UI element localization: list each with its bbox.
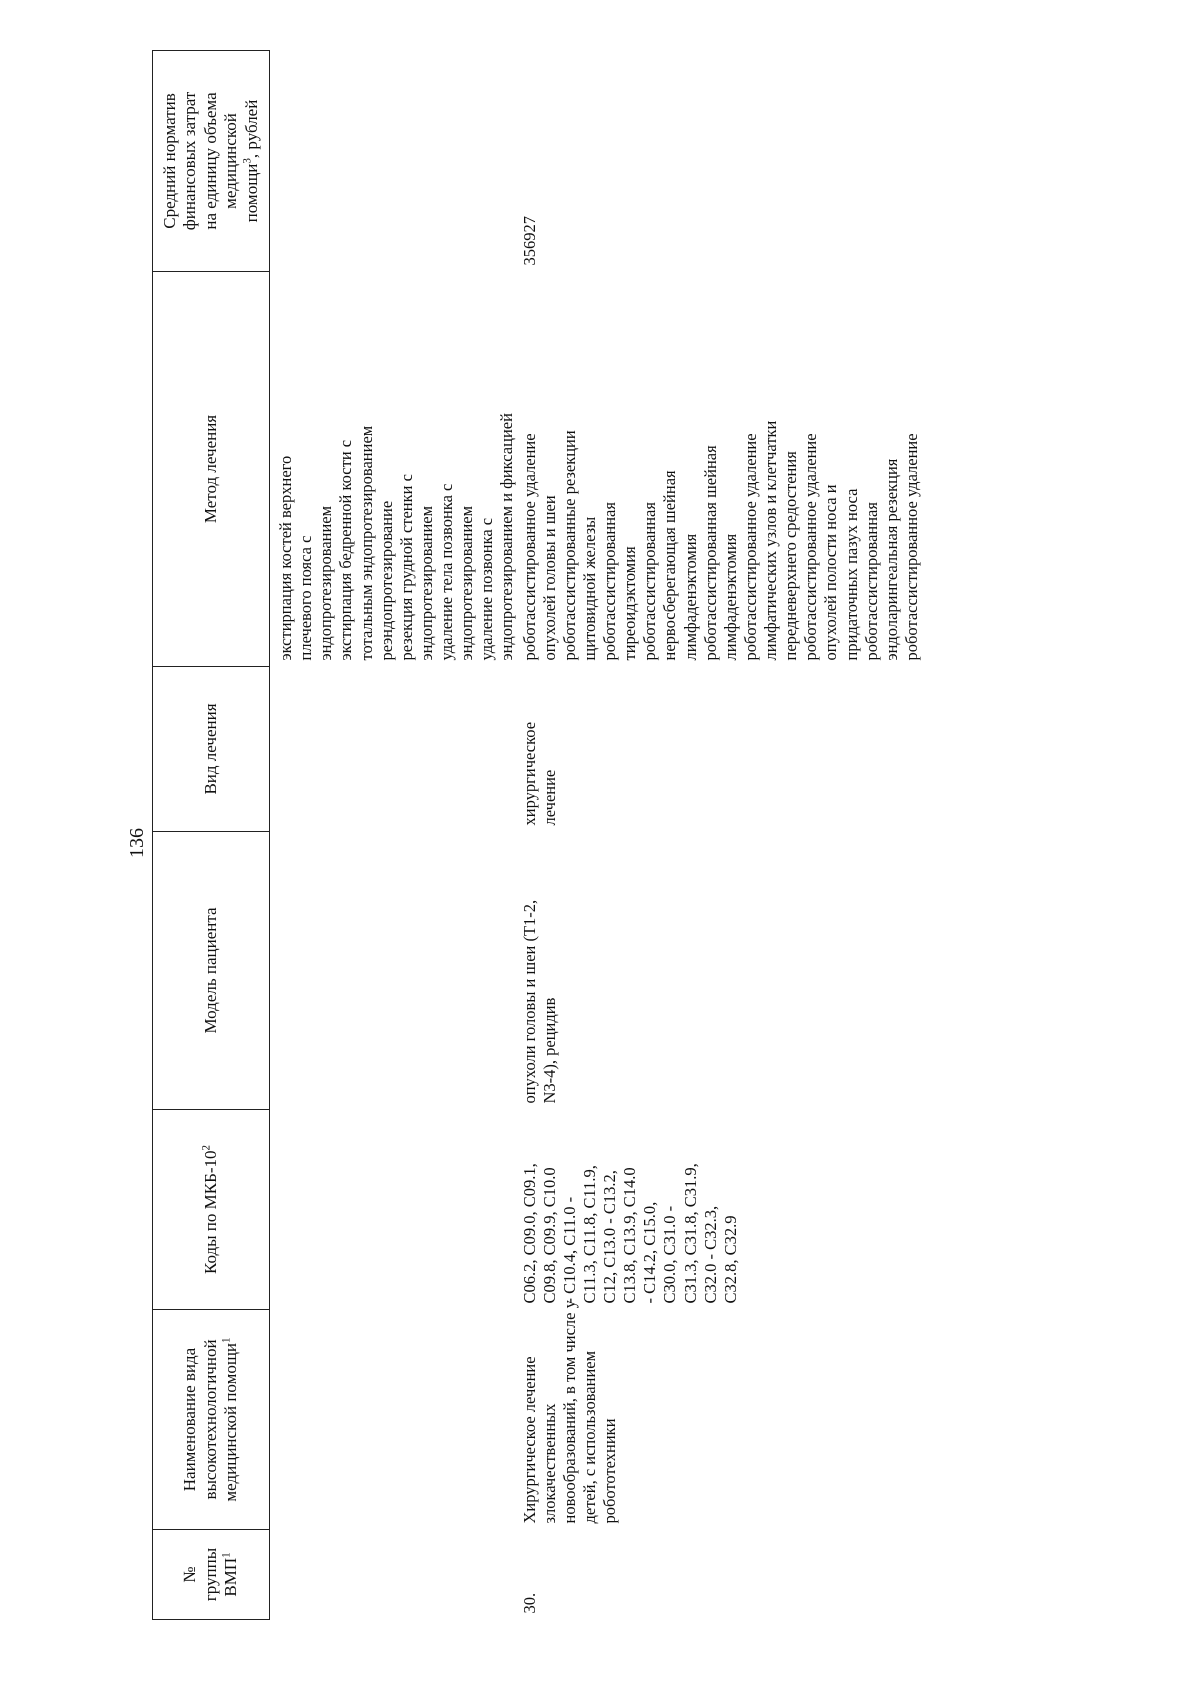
patient-model-line: опухоли головы и шеи (T1-2, (519, 899, 539, 1104)
table-row (270, 51, 518, 1620)
group-number: 30. (519, 1592, 539, 1614)
table-header (153, 51, 270, 1620)
icd-codes-line: C30.0, C31.0 - (660, 1205, 680, 1304)
header-vmp-name-line: высокотехнологичной (200, 1339, 220, 1500)
header-cost-line: , рублей (241, 99, 261, 159)
method-line: реэндопротезирование (376, 500, 396, 661)
header-group-number-line: ВМП (221, 1557, 241, 1597)
page-number: 136 (126, 828, 148, 858)
header-group-number-line: группы (200, 1547, 220, 1602)
method-line: роботассистированная шейная (700, 445, 720, 661)
method-line: лимфаденэктомия (720, 533, 740, 661)
method-line: удаление тела позвонка с (437, 483, 456, 661)
header-cost-standard (153, 51, 270, 272)
method-line: роботассистированное удаление (740, 433, 760, 661)
method-line: плечевого пояса с (296, 535, 316, 661)
cell-patient-model (518, 832, 923, 1110)
method-line: удаление позвонка с (477, 517, 497, 661)
method-line: роботассистированное удаление (901, 433, 921, 661)
footnote-ref: 1 (220, 1337, 233, 1343)
vmp-table (152, 50, 922, 1620)
header-cost-line: на единицу объема (200, 92, 220, 230)
cell-vmp-name (270, 1310, 518, 1530)
cell-icd-codes (270, 1110, 518, 1310)
footnote-ref: 1 (220, 1552, 233, 1558)
header-treatment-type (153, 667, 270, 832)
vmp-name-line: злокачественных (539, 1403, 559, 1524)
icd-codes-line: C09.8, C09.9, C10.0 (539, 1167, 559, 1304)
method-line: придаточных пазух носа (841, 488, 861, 661)
icd-codes-line: C32.0 - C32.3, (700, 1205, 720, 1304)
icd-codes-line: C11.3, C11.8, C11.9, (579, 1165, 599, 1304)
header-patient-model-label: Модель пациента (200, 907, 220, 1034)
footnote-ref: 2 (200, 1144, 213, 1151)
icd-codes-line: C31.3, C31.8, C31.9, (680, 1163, 700, 1304)
header-icd-codes (153, 1110, 270, 1310)
treatment-type-line: хирургическое (519, 721, 539, 826)
patient-model-line: N3-4), рецидив (539, 997, 559, 1104)
method-line: эндопротезированием (416, 505, 436, 661)
method-line: тиреоидэктомия (620, 546, 640, 661)
icd-codes-line: C32.8, C32.9 (720, 1215, 740, 1304)
vmp-name-line: робототехники (600, 1418, 619, 1524)
cell-vmp-name (518, 1300, 923, 1530)
header-icd-codes-label: Коды по МКБ-10 (200, 1150, 220, 1275)
method-line: экстирпация костей верхнего (276, 455, 295, 661)
header-cost-line: финансовых затрат (180, 91, 200, 231)
header-cost-line: медицинской (221, 113, 241, 209)
cell-group-number (518, 1530, 923, 1620)
header-cost-line: Средний норматив (160, 93, 180, 229)
method-line: передневерхнего средостения (781, 451, 801, 661)
cost-value: 356927 (519, 216, 539, 266)
header-treatment-method (153, 272, 270, 667)
treatment-type-line: лечение (539, 769, 559, 826)
cell-treatment-type (270, 667, 518, 832)
footnote-ref: 3 (240, 158, 253, 164)
method-line: тотальным эндопротезированием (356, 425, 376, 661)
header-vmp-name-line: Наименование вида (180, 1347, 200, 1492)
method-line: роботассистированное удаление (801, 433, 821, 661)
cell-icd-codes (518, 1110, 923, 1310)
method-line: роботассистированное удаление (519, 433, 539, 661)
icd-codes-line: C12, C13.0 - C13.2, (600, 1170, 619, 1304)
method-line: лимфаденэктомия (680, 533, 700, 661)
cell-patient-model (270, 832, 518, 1110)
method-line: роботассистированная (861, 502, 881, 661)
vmp-name-line: детей, с использованием (579, 1350, 599, 1524)
header-group-number-line: № (180, 1566, 200, 1583)
icd-codes-line: - C14.2, C15.0, (640, 1201, 660, 1304)
cell-treatment-method (518, 272, 923, 667)
header-treatment-type-label: Вид лечения (200, 703, 220, 795)
cell-group-number (270, 1530, 518, 1620)
header-vmp-name (153, 1310, 270, 1530)
method-line: эндоларингеальная резекция (881, 458, 901, 661)
method-line: эндопротезированием (457, 505, 477, 661)
method-line: резекция грудной стенки с (396, 474, 416, 661)
method-line: опухолей полости носа и (821, 484, 841, 661)
icd-codes-line: - C10.4, C11.0 - (559, 1196, 579, 1304)
header-treatment-method-label: Метод лечения (200, 414, 220, 524)
method-line: роботассистированная (600, 502, 619, 661)
cell-cost-standard (518, 51, 923, 272)
cell-treatment-type (518, 667, 923, 832)
header-cost-line: помощи (241, 163, 261, 223)
cell-treatment-method (270, 272, 518, 667)
method-line: нервосберегающая шейная (660, 470, 680, 661)
table-row (518, 51, 923, 1620)
method-line: щитовидной железы (579, 516, 599, 661)
method-line: эндопротезированием и фиксацией (497, 413, 517, 661)
header-group-number (153, 1530, 270, 1620)
method-line: роботассистированная (640, 502, 660, 661)
method-line: экстирпация бедренной кости с (336, 439, 356, 661)
vmp-name-line: Хирургическое лечение (519, 1356, 539, 1524)
header-vmp-name-line: медицинской помощи (221, 1342, 241, 1502)
vmp-name-line: новообразований, в том числе у (559, 1300, 579, 1524)
method-line: эндопротезированием (316, 505, 336, 661)
method-line: опухолей головы и шеи (539, 495, 559, 661)
cell-cost-standard (270, 51, 518, 272)
icd-codes-line: C13.8, C13.9, C14.0 (620, 1167, 640, 1304)
method-line: лимфатических узлов и клетчатки (761, 420, 780, 661)
header-patient-model (153, 832, 270, 1110)
icd-codes-line: C06.2, C09.0, C09.1, (519, 1163, 539, 1304)
method-line: роботассистированные резекции (559, 430, 579, 661)
